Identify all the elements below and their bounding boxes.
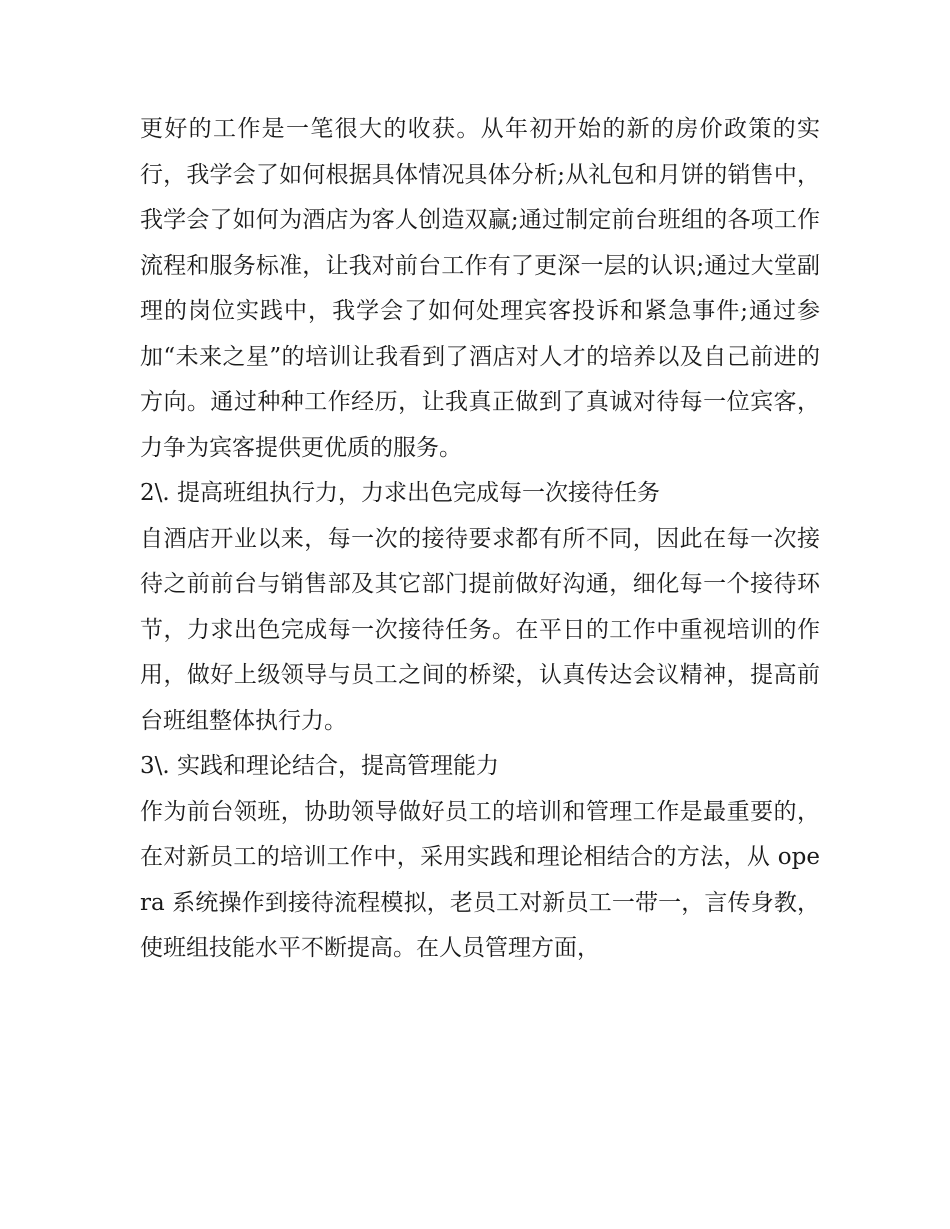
- section-heading-management: 3\. 实践和理论结合，提高管理能力: [140, 753, 500, 779]
- paragraph-work-gains: 更好的工作是一笔很大的收获。从年初开始的新的房价政策的实行，我学会了如何根据具体情况具体分析;从礼包和月饼的销售中，我学会了如何为酒店为客人创造双赢;通过制定前台班组的各项工作流程和服务标准，让我对前台工作有了更深一层的认识;通过大堂副理的岗位实践中，我学会了如何处理宾客投诉和紧急事件;通过参加“未来之星”的培训让我看到了酒店对人才的培养以及自己前进的方向。通过种种工作经历，让我真正做到了真诚对待每一位宾客，力争为宾客提供更优质的服务。: [140, 116, 820, 461]
- paragraph-training-management: 作为前台领班，协助领导做好员工的培训和管理工作是最重要的，在对新员工的培训工作中，采用实践和理论相结合的方法，从 opera 系统操作到接待流程模拟，老员工对新员工一带一，言传身教，使班组技能水平不断提高。在人员管理方面，: [140, 798, 820, 961]
- paragraph-reception-tasks: 自酒店开业以来，每一次的接待要求都有所不同，因此在每一次接待之前前台与销售部及其它部门提前做好沟通，细化每一个接待环节，力求出色完成每一次接待任务。在平日的工作中重视培训的作用，做好上级领导与员工之间的桥梁，认真传达会议精神，提高前台班组整体执行力。: [140, 525, 820, 734]
- section-heading-execution: 2\. 提高班组执行力，力求出色完成每一次接待任务: [140, 480, 661, 506]
- document-page: [140, 107, 820, 972]
